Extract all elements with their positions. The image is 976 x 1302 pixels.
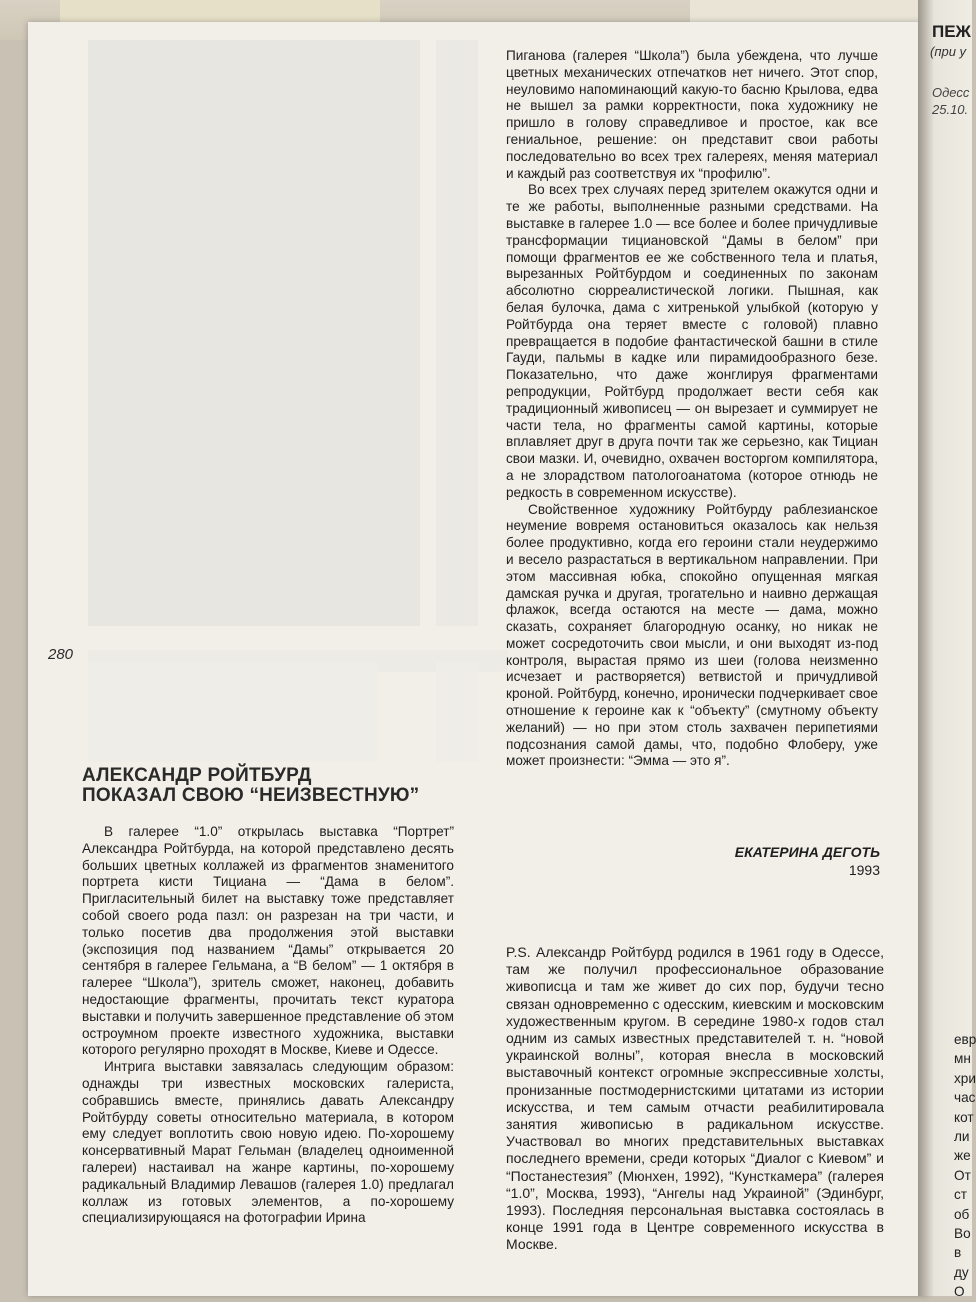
text-fragment: ли <box>954 1129 970 1145</box>
headline-line-1: АЛЕКСАНДР РОЙТБУРД <box>82 765 312 786</box>
headline-line-2: ПОКАЗАЛ СВОЮ “НЕИЗВЕСТНУЮ” <box>82 785 420 806</box>
meta-line: Одесс <box>932 85 970 100</box>
adjacent-page-meta <box>932 84 969 118</box>
faded-illustration-top-center <box>436 40 478 626</box>
paragraph: В галерее “1.0” открылась выставка “Портрет” Александра Ройтбурда, на которой представлено десять больших цветных коллажей из фрагментов знаменитого портрета кисти Тициана — “Дама в белом”. Пригласительный билет на выставку тоже представляет собой своего рода пазл: он разрезан на три части, и только посетив два продолжения этой выставки (экспозиция под названием “Дамы” открывается 20 сентября в галерее Гельмана, а “В белом” — 1 октября в галерее “Школа”), зритель сможет, наконец, добавить недостающие фрагменты, прочитать текст куратора выставки и получить завершенное представление об этом остроумном проекте известного художника, выставки которого регулярно проходят в Москве, Киеве и Одессе. <box>82 824 454 1058</box>
text-fragment: евр <box>954 1032 976 1047</box>
faded-illustration-bottom-center <box>436 662 478 762</box>
article-column-left <box>82 824 454 1227</box>
text-fragment: час <box>954 1090 976 1106</box>
text-fragment: О <box>954 1284 965 1300</box>
paragraph: Пиганова (галерея “Школа”) была убеждена, что лучше цветных механических отпечатков нет ничего. Этот спор, неуловимо напоминающий какую-то басню Крылова, едва не вышел за рамки корректности, пока художнику не пришло в голову справедливое и простое, как все гениальное, решение: он представит свои работы последовательно во всех трех галереях, меняя материал и каждый раз соответствуя их “профилю”. <box>506 48 878 181</box>
article-year: 1993 <box>848 862 880 878</box>
text-fragment: же <box>954 1148 971 1164</box>
adjacent-page-edge <box>918 0 976 1300</box>
faded-illustration-top-left <box>88 40 420 626</box>
postscript-paragraph: P.S. Александр Ройтбурд родился в 1961 году в Одессе, там же получил профессиональное образование живописца и там же живет до сих пор, будучи тесно связан одновременно с одесским, киевским и московским художественным кругом. В середине 1980-х годов стал одним из самых известных представителей т. н. “новой украинской волны”, которая внесла в московский выставочный контекст огромные экспрессивные холсты, пронизанные постмодернистскими цитатами из истории искусства, и тем самым отчасти реабилитировала занятия живописью в радикальном искусстве. Участвовал во многих представительных выставках последнего времени, среди которых “Диалог с Киевом” и “Постанестезия” (Мюнхен, 1992), “Кунсткамера” (галерея “1.0”, Москва, 1993), “Ангелы над Украиной” (Эдинбург, 1993). Последняя персональная выставка состоялась в конце 1991 года в Центре современного искусства в Москве. <box>506 944 884 1253</box>
text-fragment: кот <box>954 1109 974 1125</box>
paper-sheet <box>690 0 940 22</box>
article-headline <box>82 766 462 806</box>
article-column-right <box>506 48 878 770</box>
adjacent-page-subheading: (при у <box>930 44 967 59</box>
text-fragment: От <box>954 1167 971 1183</box>
adjacent-page-text-fragments <box>954 1030 976 1302</box>
postscript-column <box>506 944 884 1254</box>
text-fragment: хри <box>954 1070 976 1086</box>
text-fragment: ст <box>954 1187 968 1203</box>
text-fragment: в <box>954 1245 962 1261</box>
paragraph: Интрига выставки завязалась следующим образом: однажды три известных московских галериста, собравшись вместе, принялись давать Александру Ройтбурду советы относительно материала, в котором ему следует воплотить свою новую идею. По-хорошему консервативный Марат Гельман (владелец одноименной галереи) настаивал на жанре картины, по-хорошему радикальный Владимир Левашов (галерея 1.0) предлагал коллаж из готовых элементов, а по-хорошему специализирующаяся на фотографии Ирина <box>82 1059 454 1226</box>
faded-illustration-bottom-left <box>88 662 378 762</box>
page-number: 280 <box>48 646 74 663</box>
text-fragment: мн <box>954 1051 971 1067</box>
meta-line: 25.10. <box>932 102 969 117</box>
text-fragment: Во <box>954 1226 971 1242</box>
article-author: ЕКАТЕРИНА ДЕГОТЬ <box>734 844 880 860</box>
paragraph: Во всех трех случаях перед зрителем окажутся одни и те же работы, выполненные разными средствами. На выставке в галерее 1.0 — все более и более причудливые трансформации тициановской “Дамы в белом” при помощи фрагментов ее же собственного тела и платья, вырезанных Ройтбурдом и соединенных по законам абсолютно сюрреалистической логики. Пышная, как белая булочка, дама с хитренькой улыбкой (которую у Ройтбурда она теряет вместе с головой) плавно превращается в подобие фантастической башни в стиле Гауди, пальмы в кадке или пирамидообразного безе. Показательно, что даже жонглируя фрагментами репродукции, Ройтбурд продолжает вести себя как традиционный живописец — он вырезает и суммирует не части тела, но фрагменты самой картины, которые вплавляет друг в друга почти так же серьезно, как Тициан свои мазки. И, очевидно, охвачен восторгом компилятора, а не злорадством патологоанатома (которое отнюдь не редкость в современном искусстве). <box>506 182 878 500</box>
adjacent-page-heading: ПЕЖ <box>932 22 971 41</box>
text-fragment: об <box>954 1206 970 1222</box>
paragraph: Свойственное художнику Ройтбурду раблезианское неумение вовремя остановиться оказалось как нельзя более продуктивно, когда его героини стали неудержимо и весело разрастаться в вертикальном направлении. При этом массивная юбка, спокойно опущенная мягкая дамская ручка и другая, трогательно и наивно держащая флажок, всегда остаются на месте — дама, можно сказать, сохраняет благородную осанку, но никак не может сосредоточить свои мысли, и они выходят из-под контроля, вырастая прямо из шеи (голова неизменно исчезает и растворяется) ветвистой и причудливой кроной. Ройтбурд, конечно, иронически подчеркивает свое отношение к героине как к “объекту” (смутному объекту желаний) — но при этом столь захвачен перипетиями подсознания самой дамы, что, подобно Флоберу, уже может произнести: “Эмма — это я”. <box>506 501 878 769</box>
text-fragment: ду <box>954 1264 969 1280</box>
